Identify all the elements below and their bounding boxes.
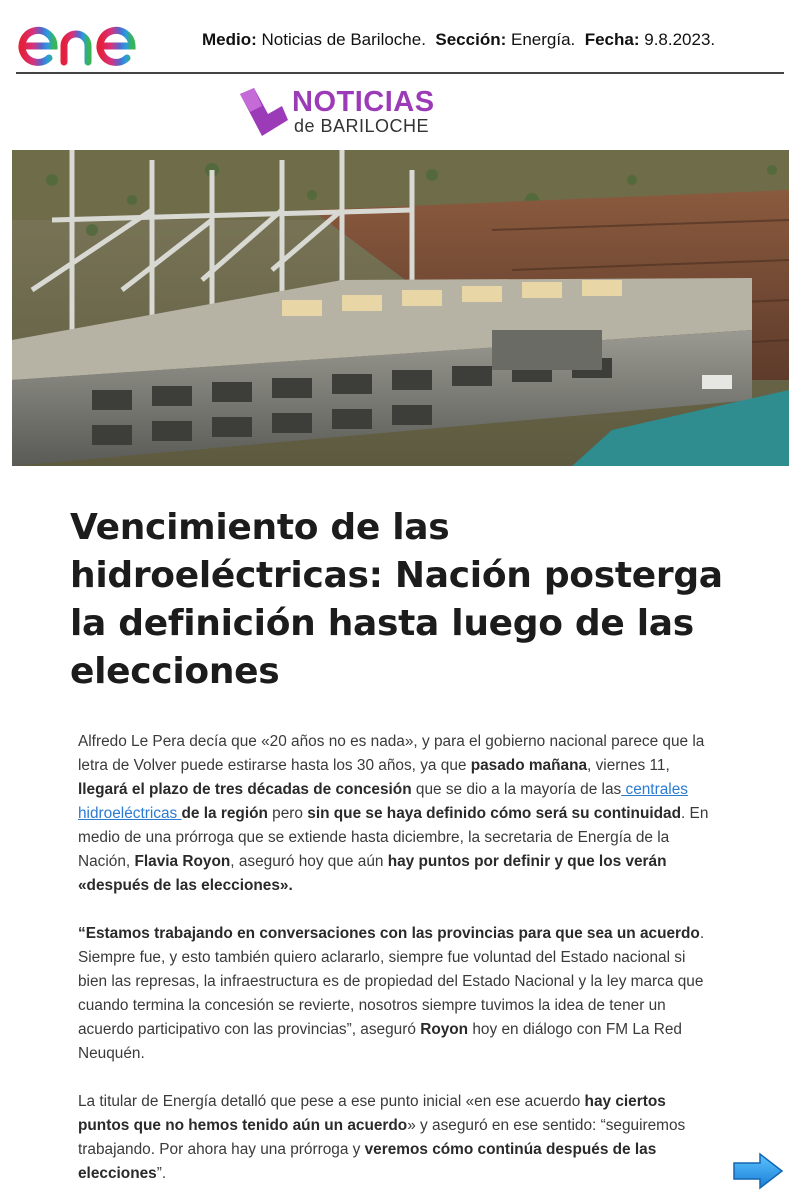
publication-subname: de BARILOCHE bbox=[294, 116, 430, 136]
emphasis-text: pasado mañana bbox=[470, 757, 588, 774]
emphasis-text: hay ciertos puntos que no hemos tenido aún un acuerdo bbox=[78, 1093, 666, 1134]
source-metadata bbox=[202, 30, 715, 50]
article-paragraph-2 bbox=[78, 922, 710, 1066]
article-paragraph-3 bbox=[78, 1090, 710, 1186]
seccion-label: Sección: bbox=[435, 30, 507, 49]
article-body bbox=[78, 730, 710, 1200]
emphasis-text: llegará el plazo de tres décadas de concesión bbox=[78, 781, 412, 798]
body-text-run: Alfredo Le Pera decía que «20 años no es nada», y para el gobierno nacional parece que la letra de Volver puede estirarse hasta los 30 años, ya que bbox=[78, 733, 705, 774]
fecha-value: 9.8.2023. bbox=[644, 30, 716, 49]
body-text-run: . Siempre fue, y esto también quiero aclararlo, siempre fue voluntad del Estado nacional si bien las represas, la infraestructura es de propiedad del Estado Nacional y la ley marca que cuando termina la concesión se revierte, nosotros siempre tuvimos la idea de tener un acuerdo participativo con las provincias”, aseguró bbox=[78, 925, 705, 1038]
seccion-value: Energía. bbox=[510, 30, 576, 49]
inline-link[interactable]: centrales hidroeléctricas bbox=[78, 781, 688, 822]
article-title: Vencimiento de las hidroeléctricas: Nación posterga la definición hasta luego de las elecciones bbox=[70, 507, 723, 692]
body-text-run: » y aseguró en ese sentido: “seguiremos trabajando. Por ahora hay una prórroga y bbox=[78, 1117, 686, 1158]
medio-value: Noticias de Bariloche. bbox=[261, 30, 426, 49]
medio-label: Medio: bbox=[202, 30, 257, 49]
emphasis-text: hay puntos por definir y que los verán «después de las elecciones». bbox=[78, 853, 667, 894]
arrow-right-icon[interactable] bbox=[732, 1152, 784, 1190]
enel-logo bbox=[16, 8, 186, 66]
article-paragraph-1 bbox=[78, 730, 710, 898]
body-text-run: , aseguró hoy que aún bbox=[230, 853, 388, 870]
publication-logo bbox=[238, 86, 478, 142]
publication-name: NOTICIAS bbox=[292, 86, 435, 118]
body-text-run: , viernes 11, bbox=[587, 757, 670, 774]
emphasis-text: Royon bbox=[420, 1021, 469, 1038]
emphasis-text: sin que se haya definido cómo será su continuidad bbox=[307, 805, 681, 822]
emphasis-text: “Estamos trabajando en conversaciones con las provincias para que sea un acuerdo bbox=[78, 925, 700, 942]
body-text-run: La titular de Energía detalló que pese a ese punto inicial «en ese acuerdo bbox=[78, 1093, 585, 1110]
hydroelectric-plant-photo bbox=[12, 150, 789, 466]
body-text-run: hoy en diálogo con FM La Red Neuquén. bbox=[78, 1021, 682, 1062]
emphasis-text: de la región bbox=[181, 805, 268, 822]
emphasis-text: veremos cómo continúa después de las elecciones bbox=[78, 1141, 657, 1182]
emphasis-text: Flavia Royon bbox=[134, 853, 231, 870]
document-header bbox=[16, 6, 784, 74]
body-text-run: pero bbox=[267, 805, 308, 822]
body-text-run: que se dio a la mayoría de las bbox=[411, 781, 622, 798]
fecha-label: Fecha: bbox=[584, 30, 640, 49]
body-text-run: . En medio de una prórroga que se extiende hasta diciembre, la secretaria de Energía de la Nación, bbox=[78, 805, 709, 870]
publication-logo-mark bbox=[238, 86, 288, 136]
body-text-run: ”. bbox=[156, 1165, 167, 1182]
